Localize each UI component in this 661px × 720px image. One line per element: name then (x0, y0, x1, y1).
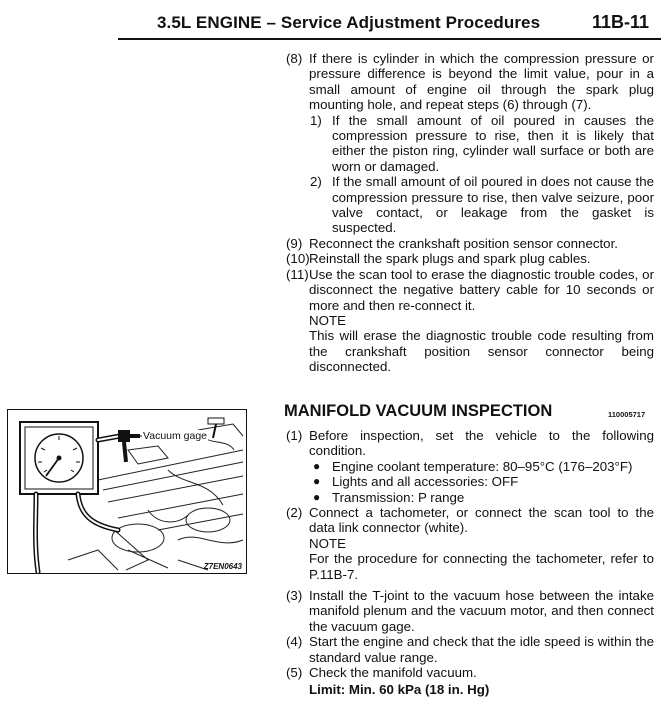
bullet-item: ● Lights and all accessories: OFF (313, 474, 519, 490)
step-11: (11) Use the scan tool to erase the diagnostic trouble codes, or disconnect the negative battery cable for 10 seconds or more and then re-connect it. (286, 266, 654, 313)
compression-steps (286, 51, 654, 375)
note-heading: NOTE (309, 312, 346, 328)
section-code: 110005717 (608, 410, 646, 419)
step-9: (9) Reconnect the crankshaft position sensor connector. (286, 235, 618, 251)
note-text: This will erase the diagnostic trouble code resulting from the crankshaft position sensor connector being disconnected. (309, 328, 654, 375)
step-8: (8) If there is cylinder in which the compression pressure or pressure difference is beyond the limit value, pour in a small amount of engine oil through the spark plug mounting hole, and repeat steps (6) through (7). (286, 51, 654, 113)
bullet-item: ● Transmission: P range (313, 489, 465, 505)
vac-step-4: (4) Start the engine and check that the idle speed is within the standard value range. (286, 634, 654, 665)
engine-illustration (8, 410, 247, 574)
vacuum-steps (286, 428, 654, 681)
figure-code: Z7EN0643 (203, 562, 242, 571)
bullet-item: ● Engine coolant temperature: 80–95°C (176–203°F) (313, 458, 633, 474)
vac-step-1: (1) Before inspection, set the vehicle to the following condition. (286, 428, 654, 459)
bullet-icon: ● (313, 489, 321, 504)
substep-2: 2) If the small amount of oil poured in does not cause the compression pressure to rise, then valve seizure, poor valve contact, or leakage from the gasket is suspected. (310, 174, 654, 236)
note-heading: NOTE (309, 535, 346, 551)
vacuum-gage-figure (7, 409, 247, 574)
header-rule (118, 38, 661, 40)
vacuum-gage-label: Vacuum gage (143, 430, 208, 442)
bullet-icon: ● (313, 458, 321, 473)
note-text: For the procedure for connecting the tachometer, refer to P.11B-7. (309, 551, 654, 582)
page-number: 11B-11 (591, 12, 649, 32)
vac-step-3: (3) Install the T-joint to the vacuum hose between the intake manifold plenum and the vacuum motor, and then connect the vacuum gage. (286, 588, 654, 634)
header-title: 3.5L ENGINE – Service Adjustment Procedures (157, 13, 541, 32)
substep-1: 1) If the small amount of oil poured in causes the compression pressure to rise, then it is likely that either the piston ring, cylinder wall surface or both are worn or damaged. (310, 112, 654, 174)
step-10: (10) Reinstall the spark plugs and spark plug cables. (286, 251, 591, 267)
vac-step-5: (5) Check the manifold vacuum. (286, 665, 477, 681)
section-title: MANIFOLD VACUUM INSPECTION (284, 402, 553, 420)
limit-value: Limit: Min. 60 kPa (18 in. Hg) (309, 682, 490, 697)
bullet-icon: ● (313, 474, 321, 489)
vac-step-2: (2) Connect a tachometer, or connect the scan tool to the data link connector (white). (286, 505, 654, 536)
page-header (0, 0, 661, 40)
